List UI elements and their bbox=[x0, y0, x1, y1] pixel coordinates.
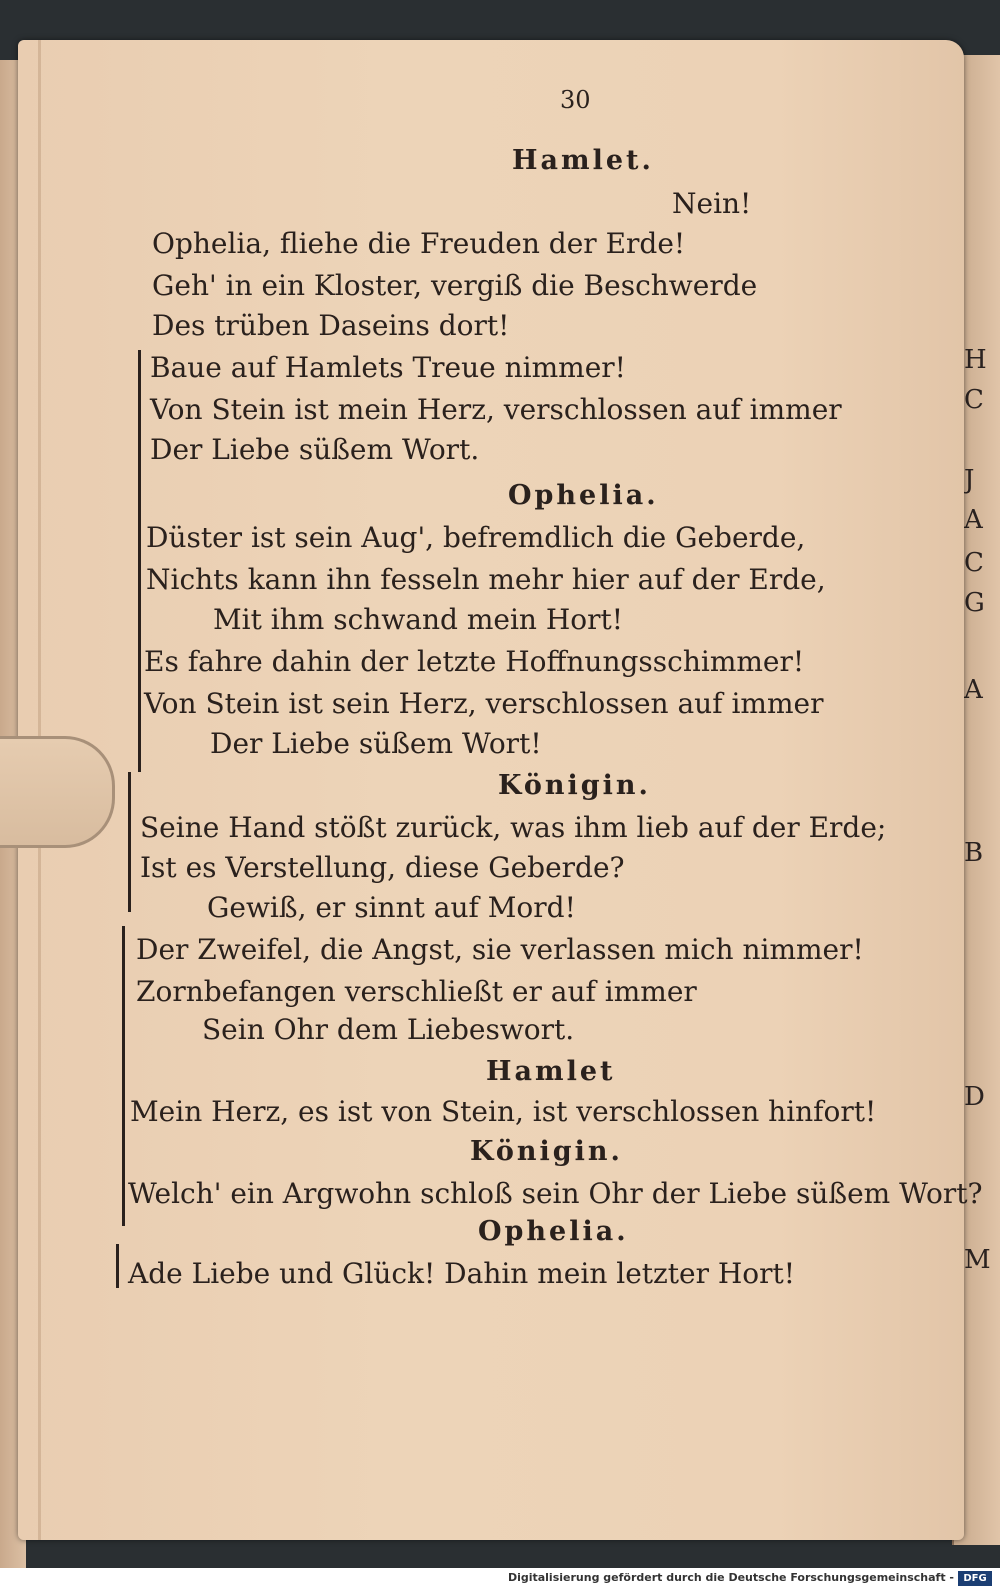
verse-line: Der Liebe süßem Wort! bbox=[210, 727, 542, 760]
speaker-name: Hamlet bbox=[486, 1056, 616, 1087]
verse-line: Es fahre dahin der letzte Hoffnungsschimmer! bbox=[144, 645, 805, 678]
verse-line: Nichts kann ihn fesseln mehr hier auf der Erde, bbox=[146, 563, 826, 596]
bookmark-ribbon bbox=[0, 736, 115, 848]
verse-line: Geh' in ein Kloster, vergiß die Beschwerde bbox=[152, 269, 758, 302]
dfg-logo-icon: DFG bbox=[958, 1571, 992, 1586]
verse-line: Ist es Verstellung, diese Geberde? bbox=[140, 851, 625, 884]
verse-line: Nein! bbox=[672, 187, 752, 220]
verse-line: Der Zweifel, die Angst, sie verlassen mich nimmer! bbox=[136, 933, 864, 966]
edge-letter: J bbox=[964, 465, 975, 495]
verse-line: Mit ihm schwand mein Hort! bbox=[213, 603, 623, 636]
edge-letter: C bbox=[964, 385, 984, 415]
edge-letter: C bbox=[964, 548, 984, 578]
page-number: 30 bbox=[560, 86, 591, 114]
verse-line: Seine Hand stößt zurück, was ihm lieb auf der Erde; bbox=[140, 811, 887, 844]
digitization-footer bbox=[0, 1568, 1000, 1589]
speaker-name: Königin. bbox=[498, 770, 651, 801]
ensemble-bracket bbox=[122, 926, 125, 1226]
edge-letter: D bbox=[964, 1082, 985, 1112]
speaker-name: Königin. bbox=[470, 1136, 623, 1167]
footer-credit: Digitalisierung gefördert durch die Deutsche Forschungsgemeinschaft - bbox=[507, 1571, 954, 1584]
speaker-name: Ophelia. bbox=[478, 1216, 629, 1247]
ensemble-bracket bbox=[138, 350, 141, 772]
edge-letter: A bbox=[964, 505, 983, 535]
verse-line: Der Liebe süßem Wort. bbox=[150, 433, 480, 466]
edge-letter: B bbox=[964, 838, 984, 868]
verse-line: Welch' ein Argwohn schloß sein Ohr der Liebe süßem Wort? bbox=[128, 1177, 983, 1210]
verse-line: Ade Liebe und Glück! Dahin mein letzter Hort! bbox=[128, 1257, 796, 1290]
verse-line: Düster ist sein Aug', befremdlich die Geberde, bbox=[146, 521, 806, 554]
verse-line: Baue auf Hamlets Treue nimmer! bbox=[150, 351, 626, 384]
ensemble-bracket bbox=[116, 1244, 119, 1288]
verse-line: Von Stein ist mein Herz, verschlossen auf immer bbox=[150, 393, 842, 426]
edge-letter: A bbox=[964, 675, 983, 705]
speaker-name: Ophelia. bbox=[508, 480, 659, 511]
verse-line: Von Stein ist sein Herz, verschlossen auf immer bbox=[144, 687, 824, 720]
verse-line: Sein Ohr dem Liebeswort. bbox=[202, 1013, 575, 1046]
edge-letter: H bbox=[964, 345, 987, 375]
verse-line: Des trüben Daseins dort! bbox=[152, 309, 510, 342]
verse-line: Gewiß, er sinnt auf Mord! bbox=[207, 891, 576, 924]
book-page bbox=[18, 40, 964, 1540]
edge-letter: M bbox=[964, 1245, 991, 1275]
speaker-name: Hamlet. bbox=[512, 145, 654, 176]
verse-line: Mein Herz, es ist von Stein, ist verschlossen hinfort! bbox=[130, 1095, 877, 1128]
verse-line: Zornbefangen verschließt er auf immer bbox=[136, 975, 697, 1008]
ensemble-bracket bbox=[128, 772, 131, 912]
verse-line: Ophelia, fliehe die Freuden der Erde! bbox=[152, 227, 686, 260]
edge-letter: G bbox=[964, 588, 985, 618]
